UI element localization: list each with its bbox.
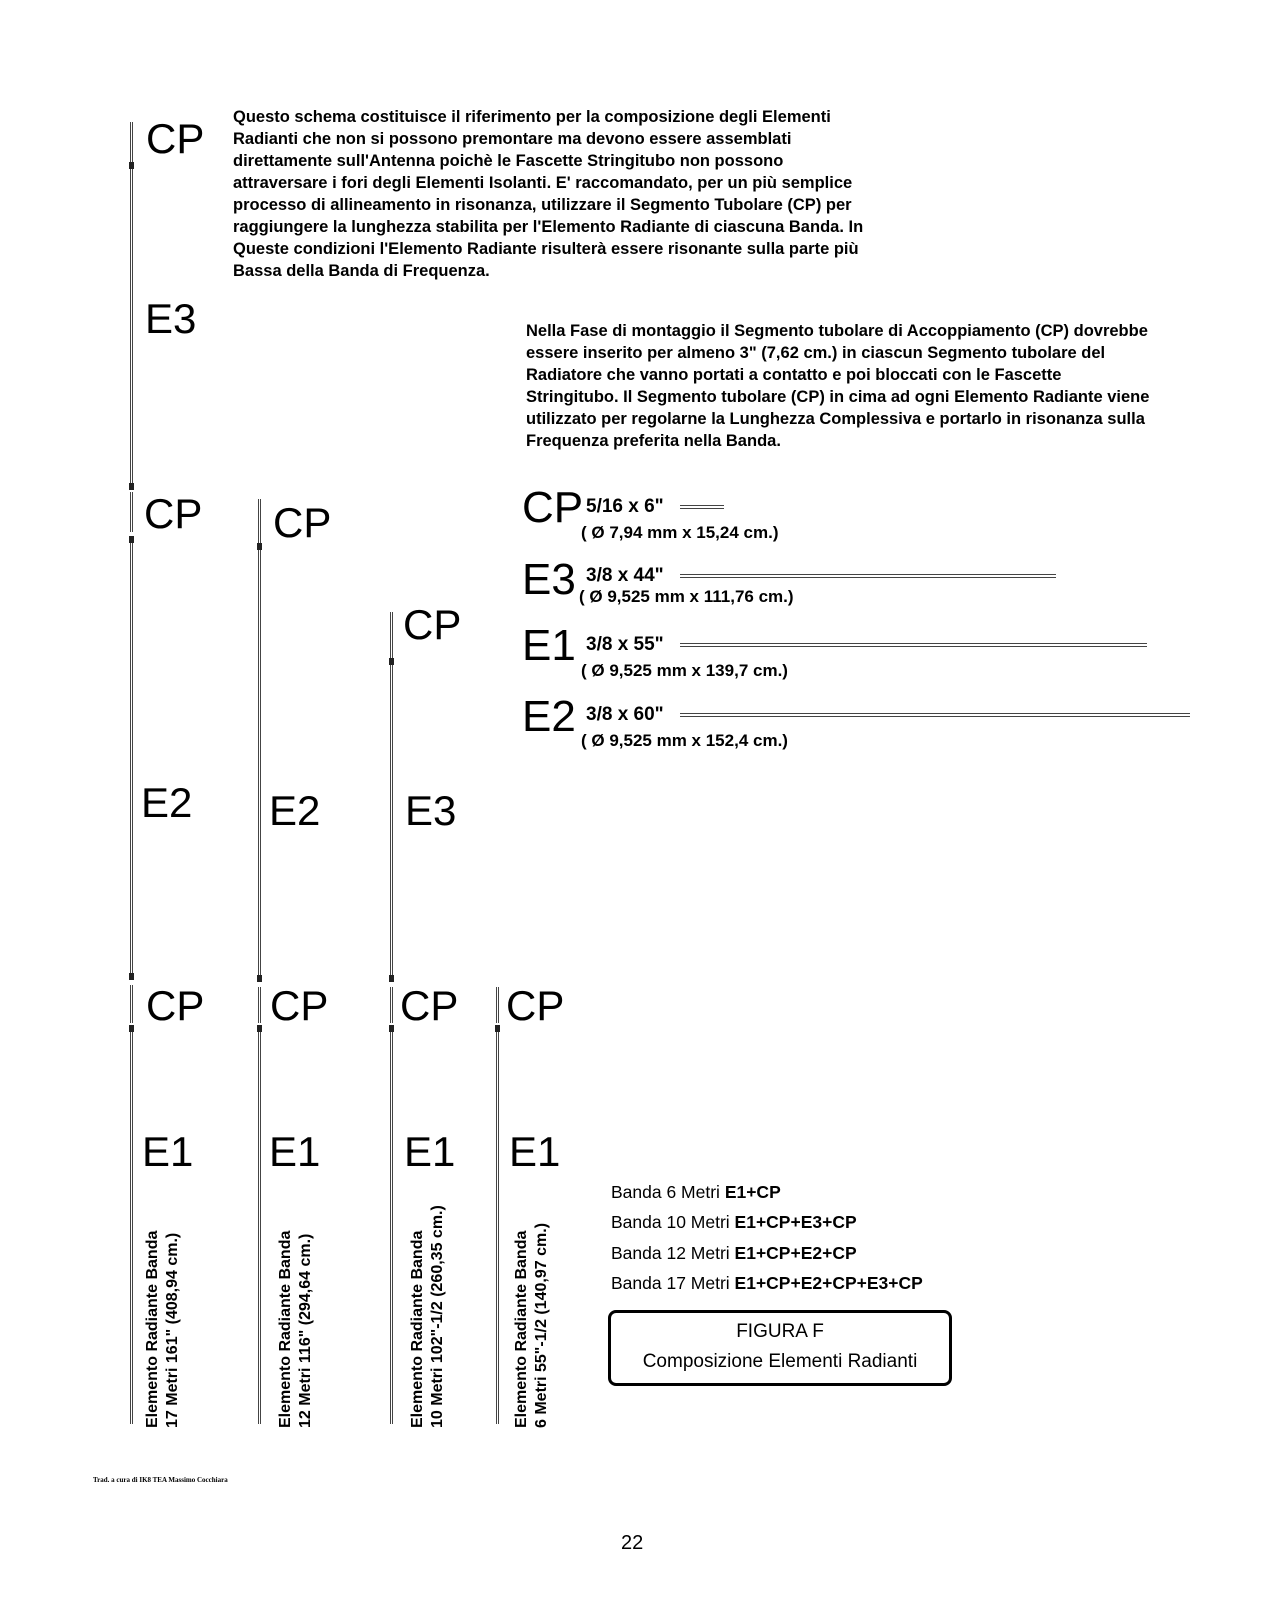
spec-code: E3	[522, 555, 576, 604]
e3-rod	[130, 169, 133, 483]
cp-label: CP	[403, 601, 462, 648]
spec-size: 3/8 x 44"	[586, 565, 664, 586]
band-row: Banda 17 Metri E1+CP+E2+CP+E3+CP	[611, 1273, 923, 1293]
element-caption: Elemento Radiante Banda 12 Metri 116" (294,64 cm.)	[277, 1230, 314, 1428]
cp-segment	[130, 985, 133, 1023]
cp-segment	[130, 492, 133, 532]
spec-bar-cp	[680, 505, 724, 509]
e2-label: E2	[141, 779, 193, 826]
cp-label: CP	[144, 490, 203, 537]
e3-label: E3	[145, 295, 197, 342]
element-caption: Elemento Radiante Banda 17 Metri 161" (408,94 cm.)	[144, 1230, 181, 1428]
e1-label: E1	[142, 1128, 194, 1175]
cp-label: CP	[270, 982, 329, 1029]
spec-metric: ( Ø 9,525 mm x 152,4 cm.)	[581, 731, 788, 750]
e2-rod	[130, 543, 133, 973]
e1-rod	[130, 1032, 133, 1424]
spec-code: CP	[522, 483, 584, 532]
joint-clamp	[129, 536, 134, 543]
spec-size: 5/16 x 6"	[586, 496, 664, 517]
assembly-note-paragraph: Nella Fase di montaggio il Segmento tubolare di Accoppiamento (CP) dovrebbe essere inserito per almeno 3" (7,62 cm.) in ciascun Segmento tubolare del Radiatore che vanno portati a contatto e poi bloccati con le Fascette Stringitubo. Il Segmento tubolare (CP) in cima ad ogni Elemento Radiante viene utilizzato per regolarne la Lunghezza Complessiva e portarlo in risonanza sulla Frequenza preferita nella Banda.	[526, 322, 1150, 450]
spec-metric: ( Ø 9,525 mm x 111,76 cm.)	[579, 587, 794, 606]
cp-segment	[258, 987, 261, 1023]
e3-rod	[390, 665, 393, 975]
cp-label: CP	[273, 499, 332, 546]
joint-clamp	[257, 543, 262, 550]
figure-caption-box	[608, 1310, 952, 1386]
cp-label: CP	[400, 982, 459, 1029]
e1-rod	[258, 1032, 261, 1424]
spec-bar-e3	[680, 574, 1056, 578]
band-row: Banda 10 Metri E1+CP+E3+CP	[611, 1212, 857, 1232]
cp-label: CP	[146, 982, 205, 1029]
cp-segment	[390, 612, 393, 658]
joint-clamp	[129, 162, 134, 169]
joint-clamp	[389, 1025, 394, 1032]
spec-code: E2	[522, 692, 576, 741]
cp-label: CP	[506, 982, 565, 1029]
e1-label: E1	[509, 1128, 561, 1175]
joint-clamp	[389, 658, 394, 665]
e2-rod	[258, 550, 261, 975]
e1-rod	[390, 1032, 393, 1424]
element-caption: Elemento Radiante Banda 6 Metri 55"-1/2 (140,97 cm.)	[513, 1222, 550, 1428]
element-caption: Elemento Radiante Banda 10 Metri 102"-1/2 (260,35 cm.)	[409, 1205, 446, 1428]
spec-metric: ( Ø 7,94 mm x 15,24 cm.)	[581, 523, 779, 542]
cp-segment	[130, 122, 133, 162]
spec-bar-e2	[680, 713, 1190, 717]
e1-label: E1	[404, 1128, 456, 1175]
spec-metric: ( Ø 9,525 mm x 139,7 cm.)	[581, 661, 788, 680]
band-row: Banda 12 Metri E1+CP+E2+CP	[611, 1243, 857, 1263]
joint-clamp	[389, 975, 394, 982]
spec-bar-e1	[680, 643, 1147, 647]
figure-title: FIGURA F	[736, 1321, 824, 1342]
spec-size: 3/8 x 55"	[586, 634, 664, 655]
cp-segment	[496, 987, 499, 1023]
figure-caption: Composizione Elementi Radianti	[642, 1351, 918, 1372]
joint-clamp	[257, 975, 262, 982]
e1-label: E1	[269, 1128, 321, 1175]
cp-segment	[258, 499, 261, 543]
band-row: Banda 6 Metri E1+CP	[611, 1182, 781, 1202]
spec-size: 3/8 x 60"	[586, 704, 664, 725]
e1-rod	[496, 1032, 499, 1424]
joint-clamp	[129, 483, 134, 490]
cp-segment	[390, 987, 393, 1023]
translation-credit: Trad. a cura di IK8 TEA Massimo Cocchiara	[93, 1476, 228, 1484]
page-number: 22	[621, 1532, 644, 1554]
joint-clamp	[129, 973, 134, 980]
cp-label: CP	[146, 115, 205, 162]
joint-clamp	[129, 1025, 134, 1032]
joint-clamp	[495, 1025, 500, 1032]
e2-label: E2	[269, 787, 321, 834]
spec-code: E1	[522, 621, 576, 670]
e3-label: E3	[405, 787, 457, 834]
joint-clamp	[257, 1025, 262, 1032]
intro-paragraph: Questo schema costituisce il riferimento per la composizione degli Elementi Radianti che non si possono premontare ma devono essere assemblati direttamente sull'Antenna poichè le Fascette Stringitubo non possono attraversare i fori degli Elementi Isolanti. E' raccomandato, per un più semplice processo di allineamento in risonanza, utilizzare il Segmento Tubolare (CP) per raggiungere la lunghezza stabilita per l'Elemento Radiante di ciascuna Banda. In Queste condizioni l'Elemento Radiante risulterà essere risonante sulla parte più Bassa della Banda di Frequenza.	[233, 108, 864, 280]
